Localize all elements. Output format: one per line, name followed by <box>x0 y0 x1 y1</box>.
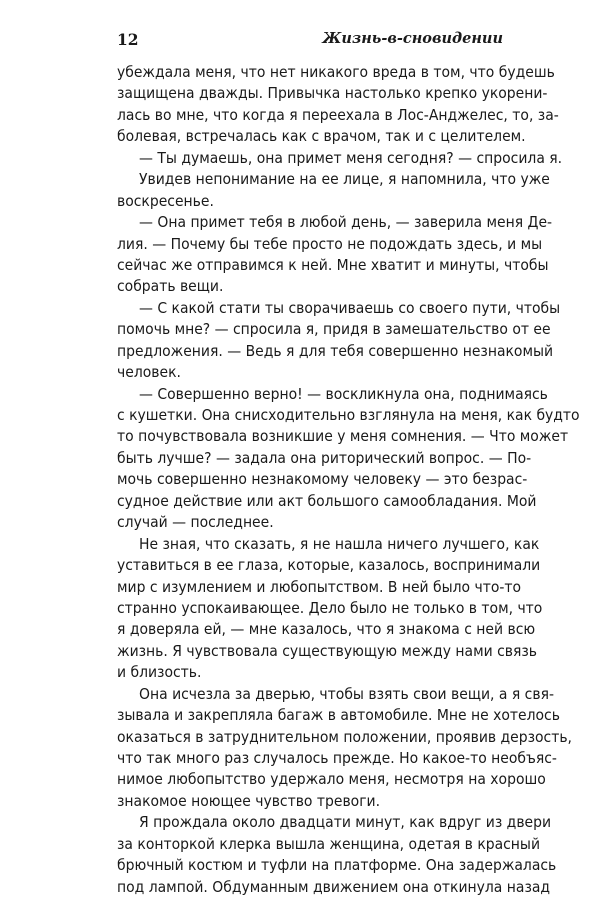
text-line: брючный костюм и туфли на платформе. Она задержалась <box>117 856 557 875</box>
text-line: зывала и закрепляла багаж в автомобиле. Мне не хотелось <box>117 706 560 725</box>
text-line: я доверяла ей, — мне казалось, что я знакома с ней всю <box>117 620 536 639</box>
text-line: защищена дважды. Привычка настолько крепко укорени- <box>117 84 548 103</box>
page-number: 12 <box>117 30 139 49</box>
text-line: — С какой стати ты сворачиваешь со своего пути, чтобы <box>139 298 561 317</box>
page-header <box>117 30 503 52</box>
text-line: быть лучше? — задала она риторический вопрос. — По- <box>117 448 532 467</box>
text-line: нимое любопытство удержало меня, несмотря на хорошо <box>117 770 546 789</box>
text-line: лия. — Почему бы тебе просто не подождать здесь, и мы <box>117 234 543 253</box>
text-line: под лампой. Обдуманным движением она откинула назад <box>117 877 551 896</box>
body-text <box>117 62 580 898</box>
text-line: воскресенье. <box>117 191 214 210</box>
text-line: и близость. <box>117 663 202 682</box>
text-line: Она исчезла за дверью, чтобы взять свои вещи, а я свя- <box>139 684 554 703</box>
running-title: Жизнь-в-сновидении <box>322 30 503 47</box>
text-line: — Совершенно верно! — воскликнула она, поднимаясь <box>139 384 548 403</box>
text-line: убеждала меня, что нет никакого вреда в том, что будешь <box>117 63 555 81</box>
text-line: за конторкой клерка вышла женщина, одетая в красный <box>117 834 541 853</box>
text-line: странно успокаивающее. Дело было не только в том, что <box>117 598 543 617</box>
text-line: то почувствовала возникшие у меня сомнения. — Что может <box>117 427 569 446</box>
text-line: мир с изумлением и любопытством. В ней было что-то <box>117 577 522 596</box>
text-line: жизнь. Я чувствовала существующую между нами связь <box>117 641 537 660</box>
text-line: уставиться в ее глаза, которые, казалось, воспринимали <box>117 556 541 575</box>
text-line: болевая, встречалась как с врачом, так и с целителем. <box>117 127 526 146</box>
text-line: знакомое ноющее чувство тревоги. <box>117 791 381 810</box>
text-line: сейчас же отправимся к ней. Мне хватит и минуты, чтобы <box>117 255 549 274</box>
text-line: судное действие или акт большого самообладания. Мой <box>117 491 537 510</box>
text-line: человек. <box>117 363 181 382</box>
text-line: мочь совершенно незнакомому человеку — это безрас- <box>117 470 528 489</box>
text-line: с кушетки. Она снисходительно взглянула на меня, как будто <box>117 406 580 424</box>
text-line: Не зная, что сказать, я не нашла ничего лучшего, как <box>139 534 540 553</box>
text-line: что так много раз случалось прежде. Но какое-то необъяс- <box>117 749 557 767</box>
text-line: — Ты думаешь, она примет меня сегодня? — спросила я. <box>139 148 563 167</box>
text-line: лась во мне, что когда я переехала в Лос-Анджелес, то, за- <box>117 105 559 124</box>
text-line: случай — последнее. <box>117 513 274 532</box>
text-line: Я прождала около двадцати минут, как вдруг из двери <box>139 813 552 832</box>
text-line: — Она примет тебя в любой день, — заверила меня Де- <box>139 213 553 232</box>
text-line: оказаться в затруднительном положении, проявив дерзость, <box>117 727 572 746</box>
text-line: помочь мне? — спросила я, придя в замешательство от ее <box>117 320 551 339</box>
text-line: Увидев непонимание на ее лице, я напомнила, что уже <box>139 170 550 189</box>
text-line: предложения. — Ведь я для тебя совершенно незнакомый <box>117 341 554 360</box>
text-line: собрать вещи. <box>117 277 224 296</box>
